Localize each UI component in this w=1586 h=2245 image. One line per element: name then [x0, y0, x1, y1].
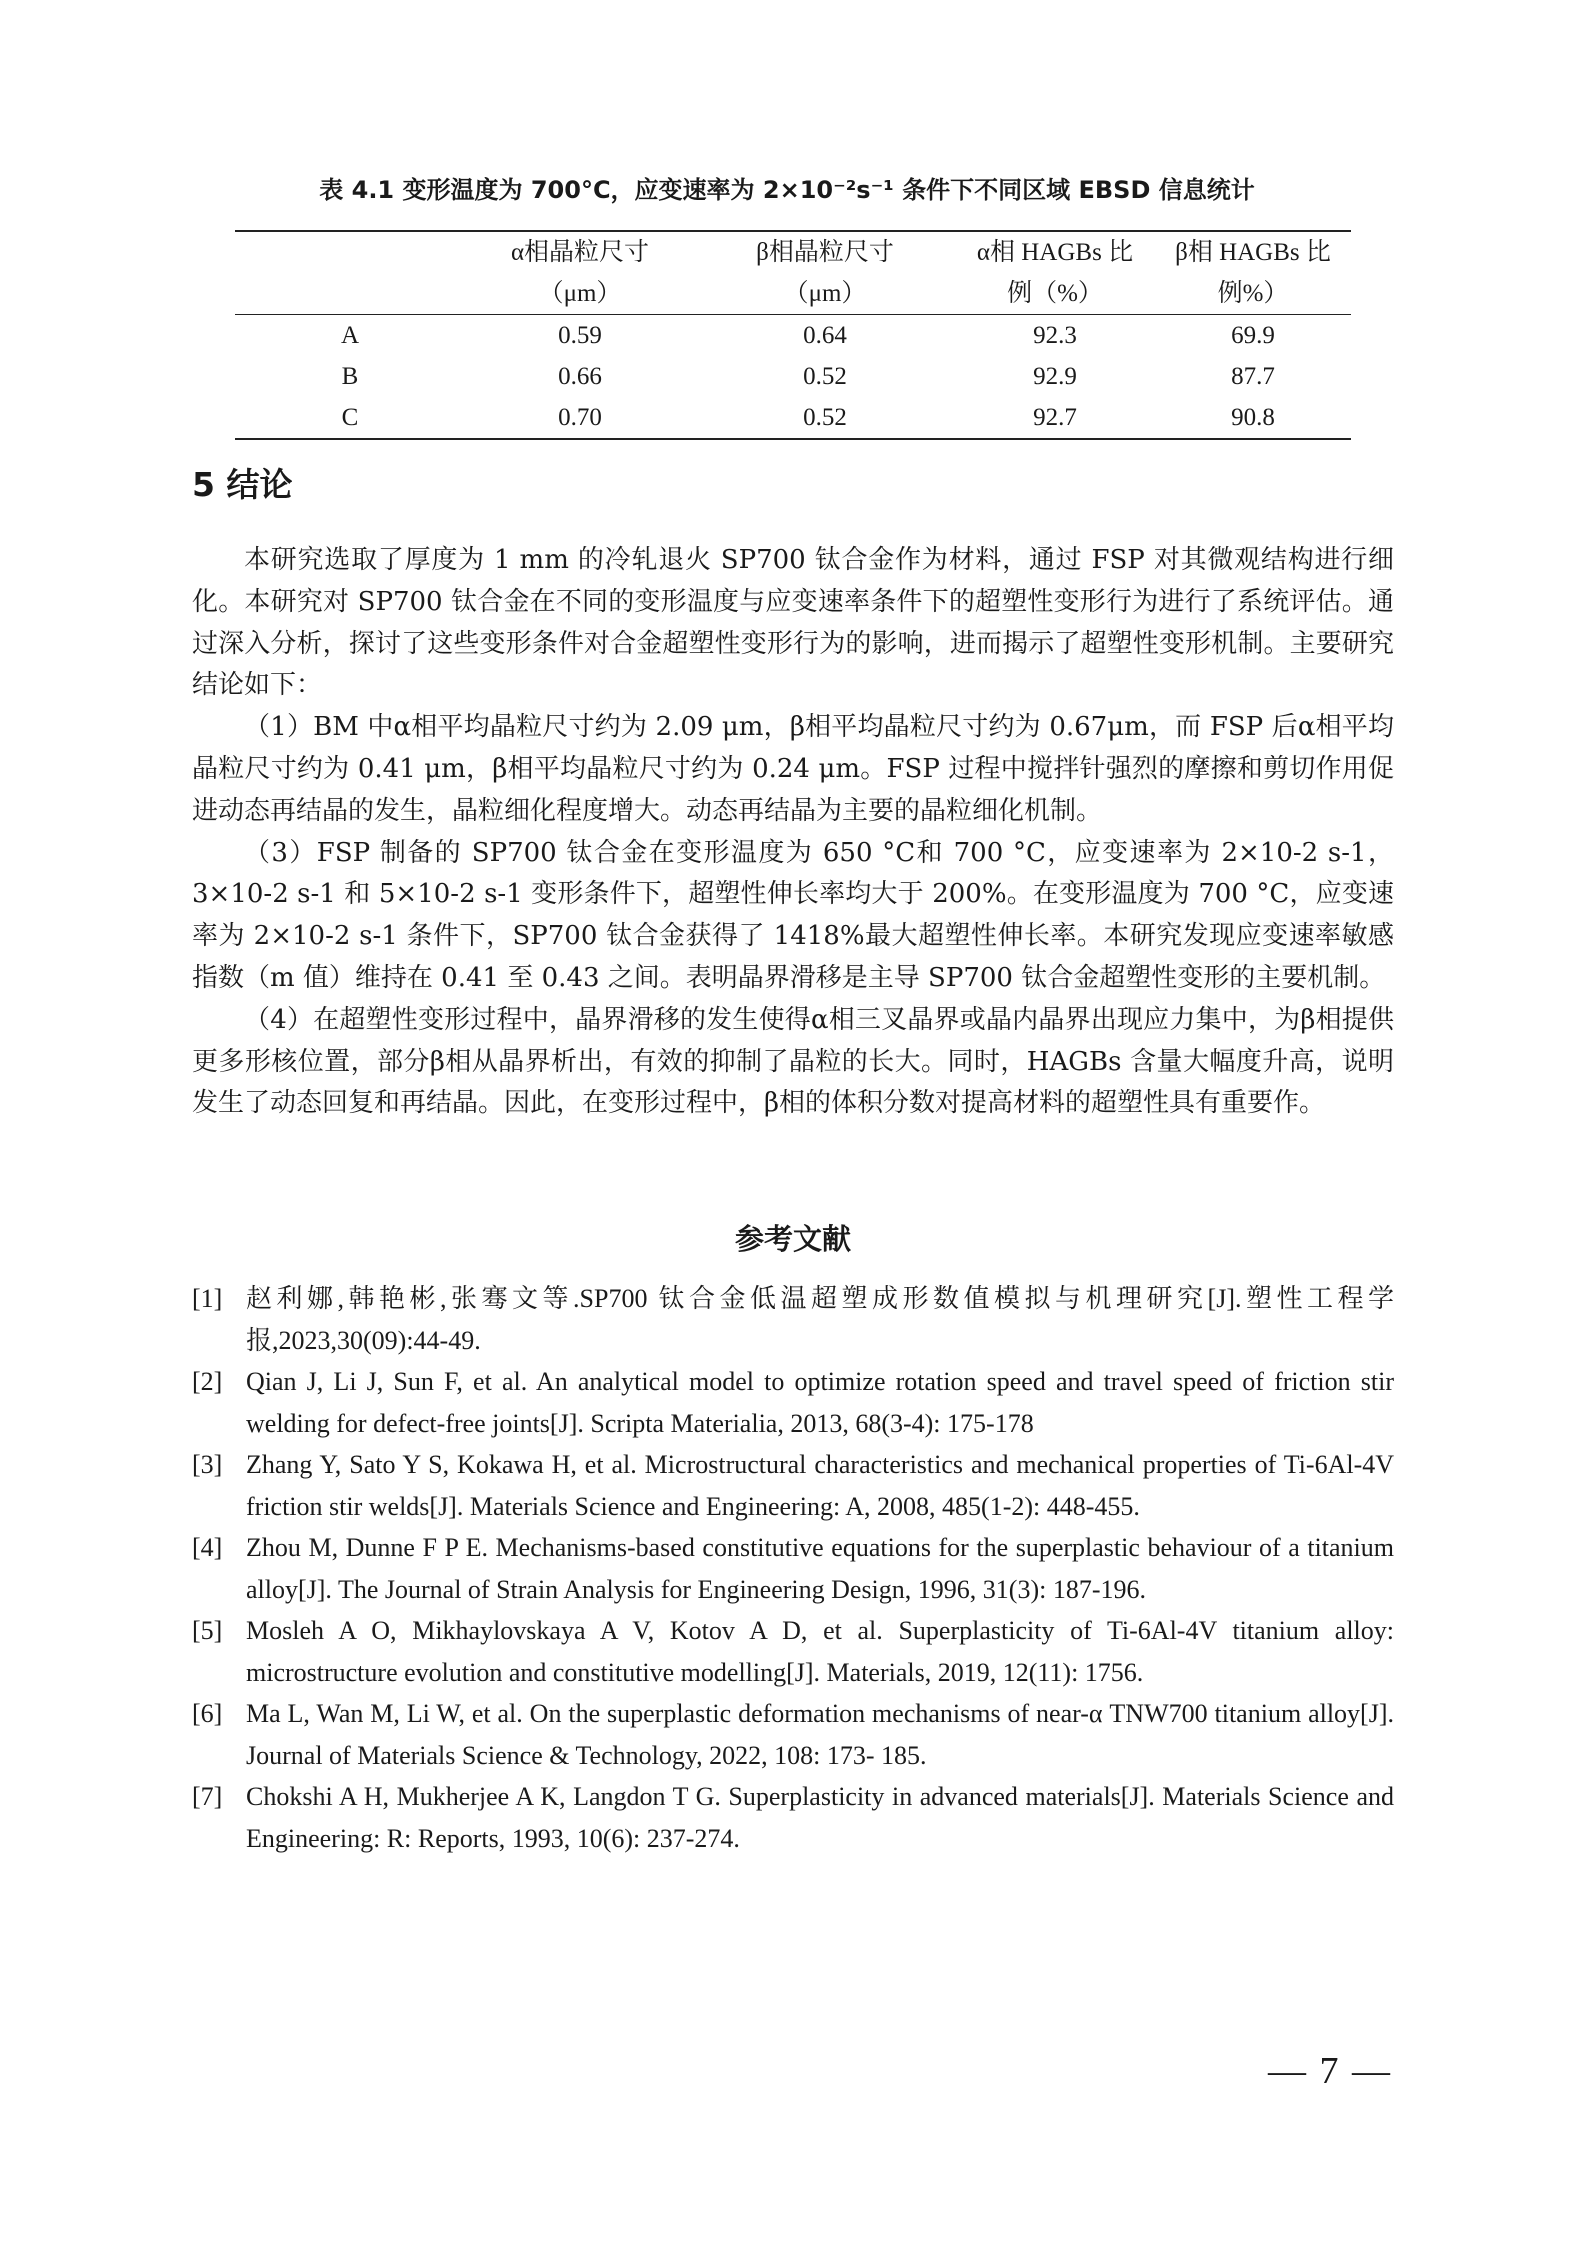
table-cell: 0.66	[558, 363, 602, 390]
table-header-cell: β相 HAGBs 比 例%）	[1175, 239, 1331, 307]
table-cell: 87.7	[1231, 363, 1275, 390]
reference-number: [4]	[192, 1533, 223, 1562]
page-number: — 7 —	[1268, 2050, 1392, 2092]
reference-text: 赵利娜,韩艳彬,张骞文等.SP700 钛合金低温超塑成形数值模拟与机理研究[J].塑性工程学报,2023,30(09):44-49.	[246, 1284, 1394, 1355]
reference-item	[192, 1776, 1394, 1859]
reference-number: [5]	[192, 1616, 223, 1645]
paragraph: 本研究选取了厚度为 1 mm 的冷轧退火 SP700 钛合金作为材料，通过 FSP 对其微观结构进行细化。本研究对 SP700 钛合金在不同的变形温度与应变速率条件下的超塑性变形行为进行了系统评估。通过深入分析，探讨了这些变形条件对合金超塑性变形行为的影响，进而揭示了超塑性变形机制。主要研究结论如下：	[192, 545, 1394, 701]
table-header-cell: α相 HAGBs 比 例（%）	[976, 239, 1134, 307]
references-title: 参考文献	[734, 1222, 851, 1256]
table-cell: 92.3	[1033, 322, 1077, 349]
table-header-row	[235, 231, 1351, 315]
table-cell: 69.9	[1231, 322, 1275, 349]
table-cell: 0.59	[558, 322, 602, 349]
reference-item	[192, 1444, 1394, 1527]
reference-text: Qian J, Li J, Sun F, et al. An analytical model to optimize rotation speed and travel speed of friction stir welding for defect-free joints[J]. Scripta Materialia, 2013, 68(3-4): 175-178	[246, 1367, 1394, 1438]
reference-number: [2]	[192, 1367, 223, 1396]
table-cell: C	[341, 404, 359, 431]
table-caption: 表 4.1 变形温度为 700°C，应变速率为 2×10⁻²s⁻¹ 条件下不同区域 EBSD 信息统计	[319, 176, 1255, 204]
table-row	[235, 356, 1351, 397]
conclusion-body	[192, 540, 1394, 1125]
reference-text: Zhou M, Dunne F P E. Mechanisms-based constitutive equations for the superplastic behaviour of a titanium alloy[J]. The Journal of Strain Analysis for Engineering Design, 1996, 31(3): 187-196.	[246, 1533, 1394, 1604]
reference-item	[192, 1278, 1394, 1361]
reference-text: Chokshi A H, Mukherjee A K, Langdon T G. Superplasticity in advanced materials[J]. Materials Science and Engineering: R: Reports, 1993, 10(6): 237-274.	[246, 1782, 1394, 1853]
table-cell: 90.8	[1231, 404, 1275, 431]
paragraph: （4）在超塑性变形过程中，晶界滑移的发生使得α相三叉晶界或晶内晶界出现应力集中，为β相提供更多形核位置，部分β相从晶界析出，有效的抑制了晶粒的长大。同时，HAGBs 含量大幅度升高，说明发生了动态回复和再结晶。因此，在变形过程中，β相的体积分数对提高材料的超塑性具有重要作。	[192, 1004, 1394, 1119]
paragraph: （1）BM 中α相平均晶粒尺寸约为 2.09 μm，β相平均晶粒尺寸约为 0.67μm，而 FSP 后α相平均晶粒尺寸约为 0.41 μm，β相平均晶粒尺寸约为 0.24 μm。FSP 过程中搅拌针强烈的摩擦和剪切作用促进动态再结晶的发生，晶粒细化程度增大。动态再结晶为主要的晶粒细化机制。	[192, 712, 1394, 826]
reference-number: [1]	[192, 1284, 223, 1313]
table-header-cell: β相晶粒尺寸 （μm）	[756, 239, 894, 307]
reference-text: Mosleh A O, Mikhaylovskaya A V, Kotov A D, et al. Superplasticity of Ti-6Al-4V titanium alloy: microstructure evolution and constitutive modelling[J]. Materials, 2019, 12(11): 1756.	[246, 1616, 1394, 1687]
table-cell: 0.52	[803, 404, 847, 431]
table-header-cell: α相晶粒尺寸 （μm）	[510, 239, 650, 307]
table-cell: 0.70	[558, 404, 602, 431]
ebsd-statistics-table	[235, 230, 1351, 440]
table-header-cell	[235, 231, 465, 315]
table-cell: B	[341, 363, 359, 390]
table-cell: 92.9	[1033, 363, 1077, 390]
reference-number: [3]	[192, 1450, 223, 1479]
reference-item	[192, 1693, 1394, 1776]
table-row	[235, 397, 1351, 439]
paragraph: （3）FSP 制备的 SP700 钛合金在变形温度为 650 °C和 700 °C，应变速率为 2×10-2 s-1，3×10-2 s-1 和 5×10-2 s-1 变形条件下，超塑性伸长率均大于 200%。在变形温度为 700 °C，应变速率为 2×10-2 s-1 条件下，SP700 钛合金获得了 1418%最大超塑性伸长率。本研究发现应变速率敏感指数（m 值）维持在 0.41 至 0.43 之间。表明晶界滑移是主导 SP700 钛合金超塑性变形的主要机制。	[192, 837, 1394, 993]
table-cell: 0.52	[803, 363, 847, 390]
table-row	[235, 315, 1351, 357]
reference-item	[192, 1527, 1394, 1610]
reference-text: Ma L, Wan M, Li W, et al. On the superplastic deformation mechanisms of near-α TNW700 titanium alloy[J]. Journal of Materials Science & Technology, 2022, 108: 173- 185.	[246, 1699, 1394, 1770]
table-cell: 0.64	[803, 322, 847, 349]
table-cell: A	[340, 322, 360, 349]
reference-number: [6]	[192, 1699, 223, 1728]
section-heading: 5 结论	[192, 465, 293, 504]
reference-text: Zhang Y, Sato Y S, Kokawa H, et al. Microstructural characteristics and mechanical properties of Ti-6Al-4V friction stir welds[J]. Materials Science and Engineering: A, 2008, 485(1-2): 448-455.	[246, 1450, 1394, 1521]
table-cell: 92.7	[1033, 404, 1077, 431]
reference-number: [7]	[192, 1782, 223, 1811]
reference-item	[192, 1361, 1394, 1444]
reference-item	[192, 1610, 1394, 1693]
references-list	[192, 1278, 1394, 1859]
